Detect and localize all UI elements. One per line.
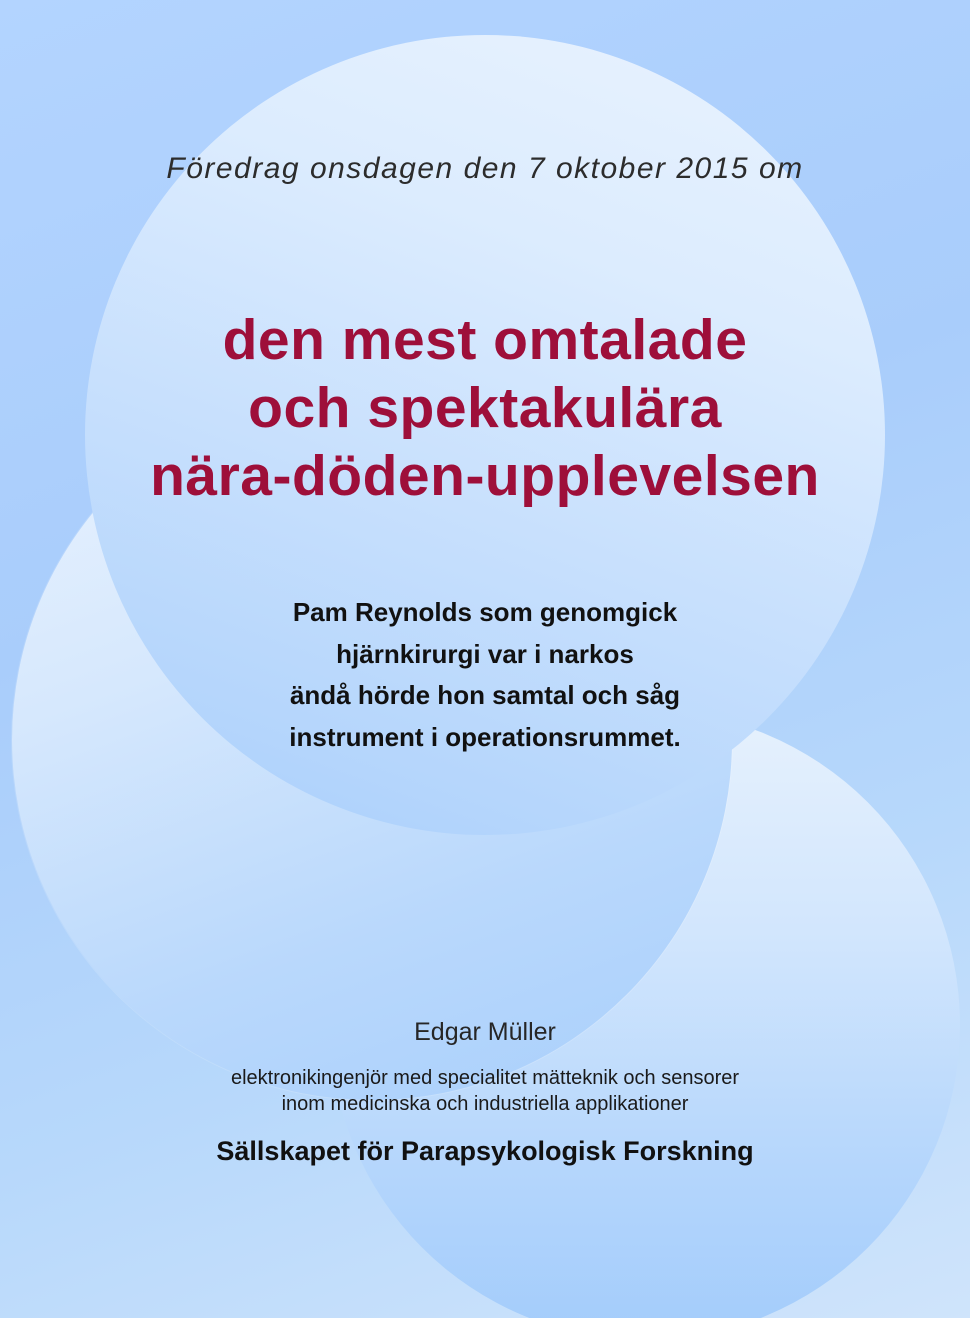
talk-summary	[0, 592, 970, 758]
headline-line: den mest omtalade	[222, 308, 748, 372]
headline-line: och spektakulära	[248, 376, 722, 440]
speaker-bio	[0, 1065, 970, 1117]
bio-line: elektronikingenjör med specialitet mätteknik och sensorer	[230, 1067, 740, 1089]
event-intro: Föredrag onsdagen den 7 oktober 2015 om	[166, 152, 804, 185]
summary-line: instrument i operationsrummet.	[289, 721, 681, 752]
headline	[0, 306, 970, 510]
headline-line: nära-döden-upplevelsen	[150, 444, 820, 508]
summary-line: hjärnkirurgi var i narkos	[336, 638, 634, 669]
speaker-name: Edgar Müller	[414, 1018, 556, 1046]
summary-line: ändå hörde hon samtal och såg	[289, 680, 681, 710]
summary-line: Pam Reynolds som genomgick	[292, 597, 678, 627]
bio-line: inom medicinska och industriella applikationer	[281, 1093, 689, 1115]
organization-name: Sällskapet för Parapsykologisk Forskning	[216, 1136, 754, 1166]
